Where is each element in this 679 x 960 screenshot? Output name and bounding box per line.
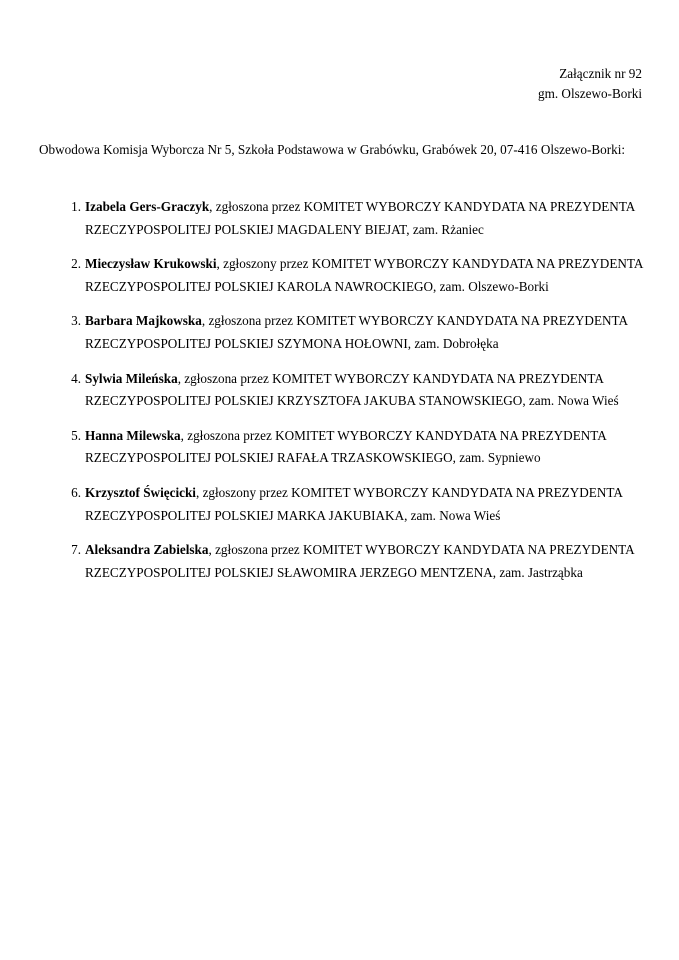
candidate-details: , zgłoszona przez KOMITET WYBORCZY KANDYDATA NA PREZYDENTA RZECZYPOSPOLITEJ POLSKIEJ KRZYSZTOFA JAKUBA STANOWSKIEGO, zam. Nowa Wieś <box>85 370 619 409</box>
commission-intro-paragraph: Obwodowa Komisja Wyborcza Nr 5, Szkoła Podstawowa w Grabówku, Grabówek 20, 07-416 Olszewo-Borki: <box>39 142 626 158</box>
list-item <box>39 482 647 527</box>
candidate-details: , zgłoszony przez KOMITET WYBORCZY KANDYDATA NA PREZYDENTA RZECZYPOSPOLITEJ POLSKIEJ KAROLA NAWROCKIEGO, zam. Olszewo-Borki <box>85 256 643 294</box>
list-item-number: 5. <box>71 427 81 443</box>
list-item <box>39 253 647 298</box>
municipality-name: gm. Olszewo-Borki <box>537 86 642 101</box>
candidate-name: Krzysztof Święcicki <box>85 484 196 500</box>
list-item-number: 3. <box>71 313 81 329</box>
candidate-details: , zgłoszona przez KOMITET WYBORCZY KANDYDATA NA PREZYDENTA RZECZYPOSPOLITEJ POLSKIEJ SŁAWOMIRA JERZEGO MENTZENA, zam. Jastrząbka <box>85 542 634 580</box>
candidate-details: , zgłoszony przez KOMITET WYBORCZY KANDYDATA NA PREZYDENTA RZECZYPOSPOLITEJ POLSKIEJ MARKA JAKUBIAKA, zam. Nowa Wieś <box>85 484 623 523</box>
list-item <box>39 539 647 584</box>
list-item <box>39 368 647 413</box>
list-item-number: 2. <box>71 256 81 272</box>
list-item-number: 1. <box>71 199 81 214</box>
attachment-number: Załącznik nr 92 <box>559 66 642 81</box>
candidate-name: Izabela Gers-Graczyk <box>85 199 210 214</box>
candidate-name: Barbara Majkowska <box>85 313 202 329</box>
list-item <box>39 425 647 470</box>
candidate-name: Sylwia Mileńska <box>85 370 178 386</box>
candidate-name: Mieczysław Krukowski <box>85 256 217 272</box>
candidate-name: Hanna Milewska <box>85 427 181 443</box>
candidate-list <box>39 196 647 584</box>
list-item <box>39 310 647 355</box>
candidate-name: Aleksandra Zabielska <box>85 542 209 558</box>
candidate-details: , zgłoszona przez KOMITET WYBORCZY KANDYDATA NA PREZYDENTA RZECZYPOSPOLITEJ POLSKIEJ SZYMONA HOŁOWNI, zam. Dobrołęka <box>85 313 628 351</box>
list-item-number: 4. <box>71 370 81 386</box>
document-header <box>538 64 642 104</box>
candidate-details: , zgłoszona przez KOMITET WYBORCZY KANDYDATA NA PREZYDENTA RZECZYPOSPOLITEJ POLSKIEJ MAGDALENY BIEJAT, zam. Rżaniec <box>85 199 635 237</box>
list-item-number: 7. <box>71 542 81 558</box>
list-item-number: 6. <box>71 484 81 500</box>
list-item <box>39 196 647 241</box>
candidate-details: , zgłoszona przez KOMITET WYBORCZY KANDYDATA NA PREZYDENTA RZECZYPOSPOLITEJ POLSKIEJ RAFAŁA TRZASKOWSKIEGO, zam. Sypniewo <box>85 427 607 466</box>
